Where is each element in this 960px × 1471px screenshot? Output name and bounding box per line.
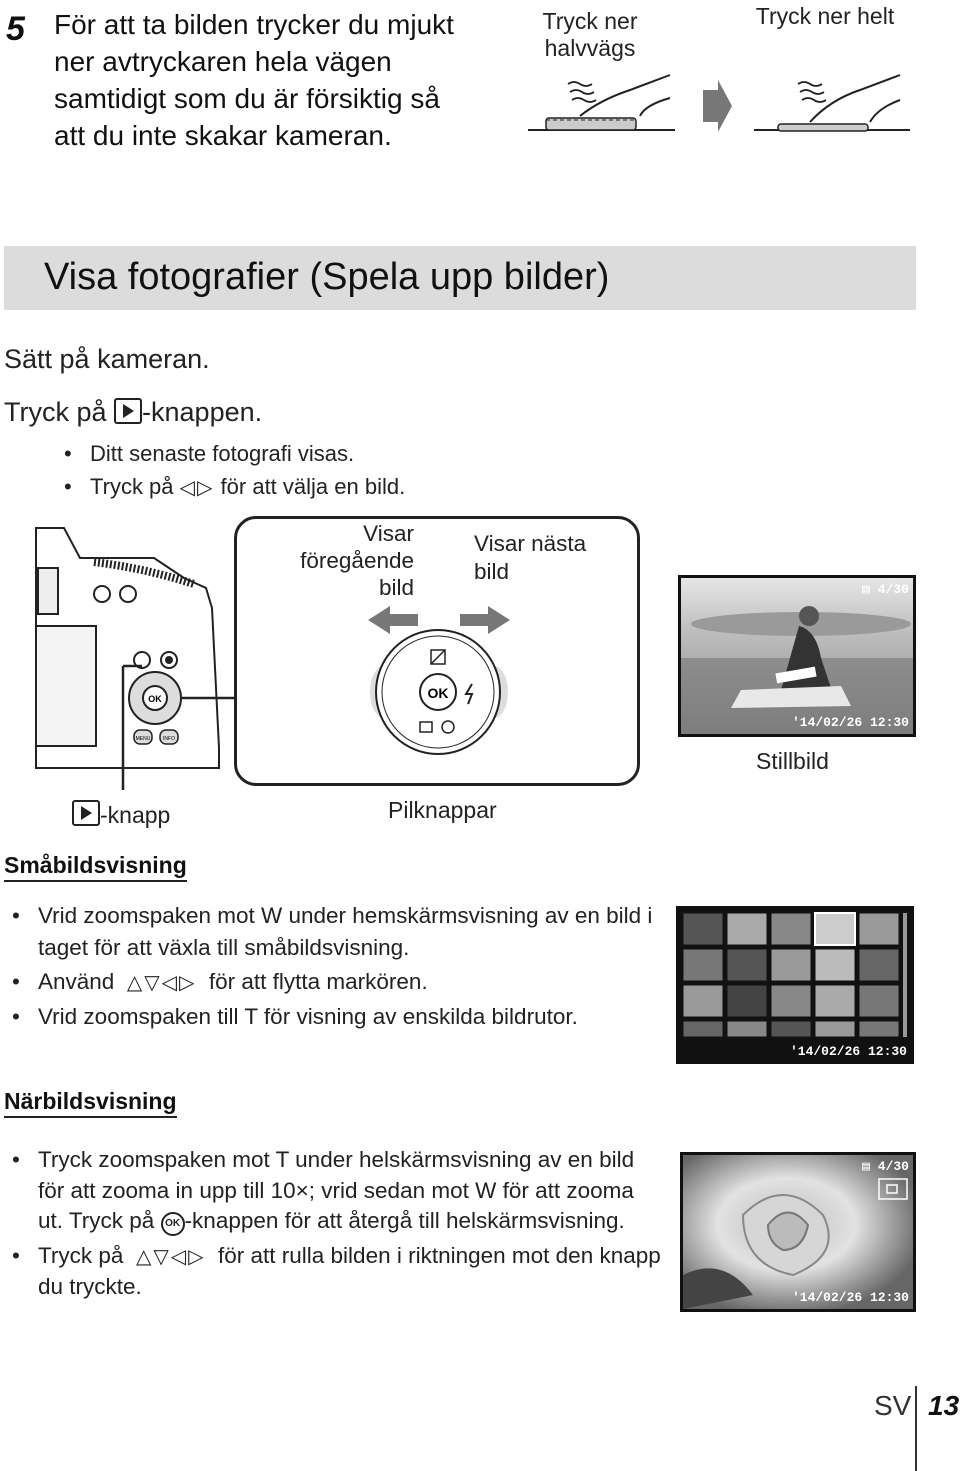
footer-language: SV [874, 1390, 912, 1421]
playback-button-caption [72, 800, 170, 829]
index-view-datetime: '14/02/26 12:30 [789, 1044, 907, 1059]
bullet-dot-icon: • [64, 441, 72, 466]
thumbnail-grid [679, 909, 911, 1039]
playback-icon [114, 398, 142, 424]
still-image-caption: Stillbild [756, 748, 829, 774]
close-up-counter [862, 1159, 909, 1174]
card-icon: ▤ [862, 1159, 878, 1174]
left-right-arrows-icon: ◁▷ [179, 477, 215, 499]
camera-ok-button: OK [148, 694, 162, 704]
index-item-1-text: Vrid zoomspaken mot W under hemskärmsvisning av en bild i taget för att växla till småbildsvisning. [38, 903, 653, 960]
bullet-dot-icon: • [12, 1147, 20, 1172]
bullet-dot-icon: • [12, 969, 20, 994]
arrow-right-icon [460, 606, 510, 634]
still-photo-datetime: '14/02/26 12:30 [791, 715, 909, 730]
close-up-list [4, 1145, 664, 1303]
half-press-label: Tryck ner halvvägs [542, 8, 638, 61]
index-view-list [4, 900, 664, 1033]
bullet-dot-icon: • [64, 474, 72, 499]
still-photo-image [681, 578, 913, 734]
footer-divider [915, 1386, 917, 1471]
intro-bullet-2 [64, 470, 405, 505]
close-up-item-2 [4, 1241, 664, 1303]
bullet-dot-icon: • [12, 1004, 20, 1029]
index-view-lcd [676, 906, 914, 1064]
full-press-label: Tryck ner helt [755, 3, 895, 29]
still-photo-counter-text: 4/30 [877, 582, 909, 597]
index-item-2-text: för att flytta markören. [208, 969, 428, 994]
step-instruction: För att ta bilden trycker du mjukt ner avtryckaren hela vägen samtidigt som du är försiktig så att du inte skakar kameran. [54, 9, 454, 151]
next-image-label: Visar nästa bild [474, 531, 587, 584]
ok-button-icon: OK [161, 1212, 185, 1236]
index-view-heading: Småbildsvisning [4, 852, 187, 882]
index-item-2-pre: Använd [38, 969, 115, 994]
half-press-drawing [528, 75, 675, 130]
section-title: Visa fotografier (Spela upp bilder) [44, 256, 610, 298]
rose-image [683, 1155, 913, 1309]
close-up-item-2-text: för att rulla bilden i riktningen mot den knapp du tryckte. [38, 1242, 661, 1299]
intro-bullet-2-pre: Tryck på [90, 474, 174, 499]
arrow-right-icon [703, 80, 732, 132]
camera-menu-button: MENU [135, 736, 151, 742]
index-item-1 [4, 900, 664, 964]
page-number: 13 [928, 1390, 960, 1421]
four-arrows-icon: △▽◁▷ [135, 1245, 206, 1268]
arrow-pad-drawing [360, 600, 520, 770]
intro-line-2-pre: Tryck på [4, 397, 107, 427]
step-number: 5 [6, 10, 25, 48]
camera-info-button: INFO [163, 736, 175, 742]
intro-bullet-1-text: Ditt senaste fotografi visas. [90, 441, 355, 466]
card-icon: ▤ [862, 582, 878, 597]
arrow-buttons-caption: Pilknappar [388, 797, 497, 823]
intro-bullet-2-post: för att välja en bild. [220, 474, 406, 499]
prev-image-label: Visar föregående bild [300, 521, 414, 600]
playback-button-label: -knapp [100, 802, 171, 828]
index-item-3 [4, 1001, 664, 1033]
intro-bullet-1 [64, 437, 354, 470]
ok-button-label: OK [427, 685, 449, 701]
intro-line-2 [4, 397, 262, 428]
close-up-lcd [680, 1152, 916, 1312]
playback-icon [72, 800, 100, 826]
bullet-dot-icon: • [12, 903, 20, 928]
intro-line-1: Sätt på kameran. [4, 344, 210, 374]
four-arrows-icon: △▽◁▷ [126, 972, 197, 994]
shutter-illustration [520, 70, 920, 150]
close-up-item-1 [4, 1145, 664, 1237]
full-press-drawing [754, 75, 910, 131]
close-up-item-1-text-a: Tryck zoomspaken mot T under helskärmsvisning av en bild för att zooma in upp till 10×; vrid sedan mot W för att zooma ut. Tryck på [38, 1147, 635, 1233]
index-item-2 [4, 966, 664, 999]
bullet-dot-icon: • [12, 1242, 20, 1268]
intro-line-2-post: -knappen. [142, 397, 263, 427]
close-up-counter-text: 4/30 [877, 1159, 909, 1174]
arrow-left-icon [368, 606, 418, 634]
close-up-item-2-pre: Tryck på [38, 1242, 124, 1268]
close-up-datetime: '14/02/26 12:30 [791, 1290, 909, 1305]
close-up-item-1-text-b: -knappen för att återgå till helskärmsvisning. [184, 1208, 625, 1233]
scrollbar [903, 913, 907, 1037]
close-up-heading: Närbildsvisning [4, 1088, 177, 1118]
still-photo-counter [862, 582, 909, 597]
still-photo-lcd [678, 575, 916, 737]
index-item-3-text: Vrid zoomspaken till T för visning av enskilda bildrutor. [38, 1004, 578, 1029]
